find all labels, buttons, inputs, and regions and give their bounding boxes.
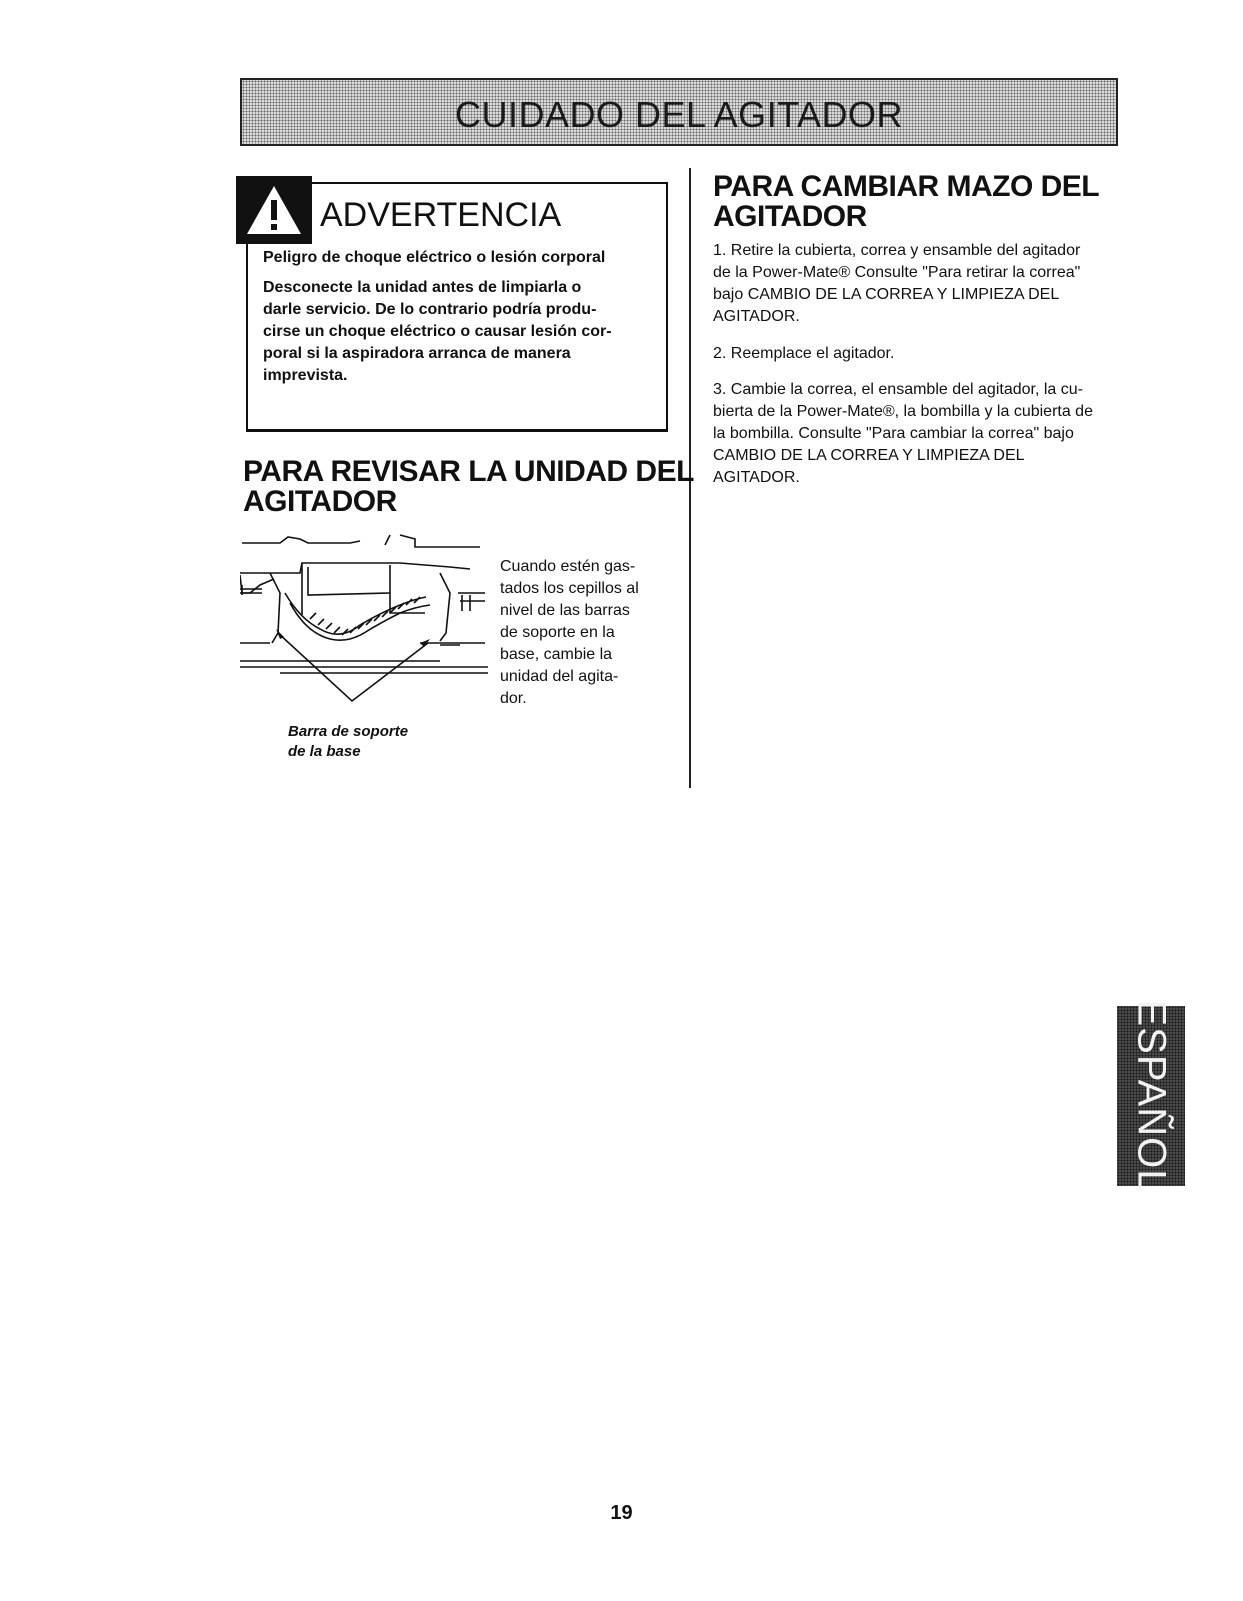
step-line: de la Power-Mate® Consulte "Para retirar la correa" [713,264,1081,281]
language-tab [1117,999,1185,1193]
step-line: bajo CAMBIO DE LA CORREA Y LIMPIEZA DEL [713,286,1060,303]
figure-caption [288,722,408,762]
warning-para-line: Desconecte la unidad antes de limpiarla o [263,279,582,296]
warning-line1: Peligro de choque eléctrico o lesión corporal [263,249,606,266]
warning-paragraph [263,277,653,387]
warning-para-line: darle servicio. De lo contrario podría produ- [263,301,597,318]
warning-tab [236,176,312,244]
section-banner [240,78,1118,146]
step-line: CAMBIO DE LA CORREA Y LIMPIEZA DEL [713,447,1025,464]
check-text-line: Cuando estén gas- [500,558,636,575]
warning-triangle-icon [244,182,304,238]
step-line: 3. Cambie la correa, el ensamble del agitador, la cu- [713,381,1083,398]
check-text [500,556,639,710]
change-heading-line: AGITADOR [713,200,867,233]
step-1 [713,240,1080,328]
check-text-line: tados los cepillos al [500,580,639,597]
warning-para-line: imprevista. [263,367,348,384]
caption-line: Barra de soporte [288,723,409,740]
change-heading [713,172,1099,232]
warning-title: ADVERTENCIA [320,196,562,234]
step-line: AGITADOR. [713,308,800,325]
check-text-line: nivel de las barras [500,602,630,619]
caption-line: de la base [288,743,361,760]
check-text-line: dor. [500,690,527,707]
warning-para-line: cirse un choque eléctrico o causar lesión cor- [263,323,612,340]
change-heading-line: PARA CAMBIAR MAZO DEL [713,170,1100,203]
step-line: AGITADOR. [713,469,800,486]
banner-title: CUIDADO DEL AGITADOR [454,94,904,135]
step-line: la bombilla. Consulte "Para cambiar la correa" bajo [713,425,1074,442]
step-line: 1. Retire la cubierta, correa y ensamble del agitador [713,242,1081,259]
check-text-line: unidad del agita- [500,668,619,685]
check-text-line: de soporte en la [500,624,615,641]
check-heading-line: PARA REVISAR LA UNIDAD DEL [243,455,694,488]
page-number: 19 [610,1502,633,1524]
check-heading-line: AGITADOR [243,485,397,518]
check-text-line: base, cambie la [500,646,613,663]
step-line: bierta de la Power-Mate®, la bombilla y la cubierta de [713,403,1093,420]
step-2: 2. Reemplace el agitador. [713,345,895,362]
warning-para-line: poral si la aspiradora arranca de manera [263,345,571,362]
check-heading [243,457,694,517]
agitator-illustration [240,533,495,718]
language-tab-label: ESPAÑOL [1129,999,1174,1193]
step-3 [713,379,1093,489]
